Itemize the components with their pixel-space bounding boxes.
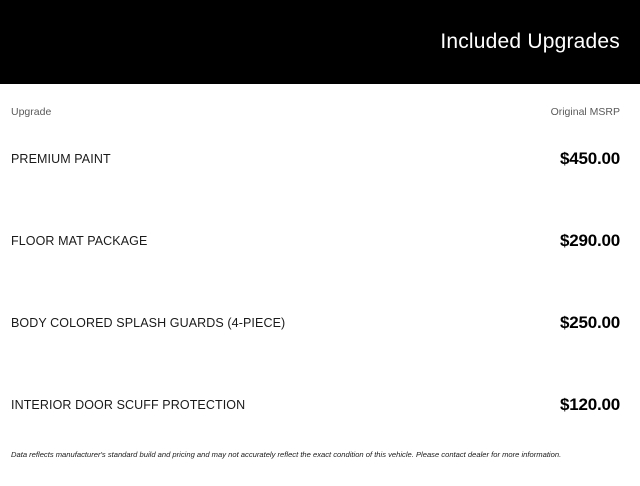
upgrade-name: INTERIOR DOOR SCUFF PROTECTION <box>11 398 246 412</box>
upgrade-name: BODY COLORED SPLASH GUARDS (4-PIECE) <box>11 316 286 330</box>
upgrades-table <box>0 118 640 446</box>
table-column-headers <box>0 84 640 118</box>
disclaimer-text: Data reflects manufacturer's standard build and pricing and may not accurately reflect the exact condition of this vehicle. Please contact dealer for more information. <box>11 450 562 459</box>
upgrade-price: $120.00 <box>559 395 620 414</box>
bottom-spacer <box>0 460 640 486</box>
upgrade-price: $250.00 <box>559 313 620 332</box>
table-row <box>0 200 640 282</box>
table-row <box>0 282 640 364</box>
page-title: Included Upgrades <box>440 29 620 53</box>
page-header <box>0 0 640 84</box>
upgrade-price: $450.00 <box>559 149 620 168</box>
column-header-upgrade: Upgrade <box>11 106 52 118</box>
upgrade-name: FLOOR MAT PACKAGE <box>11 234 148 248</box>
column-header-original-msrp: Original MSRP <box>550 106 620 118</box>
table-row <box>0 364 640 446</box>
upgrade-name: PREMIUM PAINT <box>11 152 111 166</box>
table-row <box>0 118 640 200</box>
upgrade-price: $290.00 <box>559 231 620 250</box>
